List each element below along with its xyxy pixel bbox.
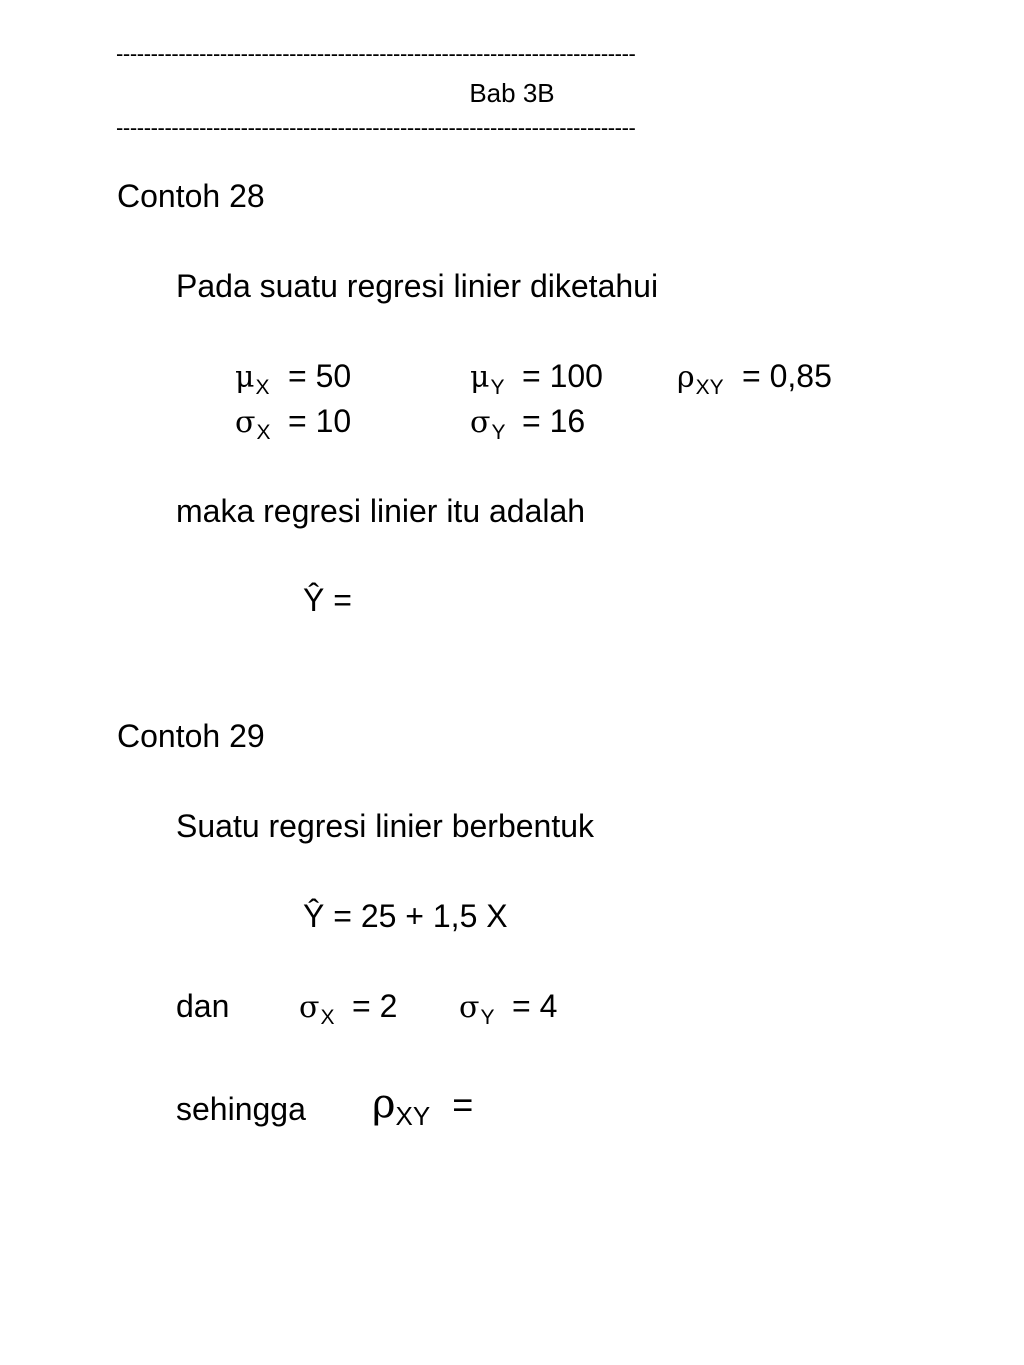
yhat-equation: Ŷ =	[303, 582, 352, 618]
sigma-x-expression-29	[299, 987, 335, 1030]
rho-xy-value: = 0,85	[742, 358, 832, 394]
rho-symbol: ρ	[372, 1081, 396, 1127]
subscript-x: X	[320, 1006, 335, 1029]
sigma-y-value-29: = 4	[512, 988, 558, 1024]
and-label: dan	[176, 988, 230, 1024]
mu-y-value: = 100	[522, 358, 603, 394]
subscript-y: Y	[491, 421, 506, 444]
regression-equation: Ŷ = 25 + 1,5 X	[303, 898, 508, 934]
page-title: Bab 3B	[469, 78, 555, 108]
sigma-symbol: σ	[235, 405, 256, 440]
mu-x-expression	[235, 357, 270, 400]
example-29-intro: Suatu regresi linier berbentuk	[176, 808, 595, 844]
so-label: sehingga	[176, 1091, 306, 1127]
sigma-x-expression	[235, 402, 271, 445]
subscript-x: X	[256, 421, 271, 444]
sigma-y-expression	[470, 402, 506, 445]
rho-xy-expression	[677, 357, 724, 400]
example-28-heading: Contoh 28	[117, 178, 265, 214]
rho-symbol: ρ	[677, 360, 695, 395]
sigma-x-value-29: = 2	[352, 988, 398, 1024]
top-rule: ---------------------------------------------------------------------------	[116, 41, 636, 66]
example-28-conclusion: maka regresi linier itu adalah	[176, 493, 586, 529]
sigma-symbol: σ	[459, 990, 480, 1025]
mu-y-expression	[470, 357, 505, 400]
example-29-heading: Contoh 29	[117, 718, 265, 754]
bottom-rule: ---------------------------------------------------------------------------	[116, 115, 636, 140]
subscript-xy: XY	[695, 376, 724, 399]
example-28-intro: Pada suatu regresi linier diketahui	[176, 268, 659, 304]
sigma-y-expression-29	[459, 987, 495, 1030]
sigma-symbol: σ	[299, 990, 320, 1025]
mu-x-value: = 50	[288, 358, 352, 394]
subscript-xy: XY	[395, 1101, 431, 1131]
sigma-symbol: σ	[470, 405, 491, 440]
sigma-x-value: = 10	[288, 403, 352, 439]
mu-symbol: μ	[470, 360, 490, 395]
rho-xy-question	[372, 1081, 474, 1131]
subscript-y: Y	[480, 1006, 495, 1029]
equals-sign: =	[452, 1084, 474, 1125]
mu-symbol: μ	[235, 360, 255, 395]
subscript-y: Y	[490, 376, 505, 399]
subscript-x: X	[255, 376, 270, 399]
sigma-y-value: = 16	[522, 403, 586, 439]
